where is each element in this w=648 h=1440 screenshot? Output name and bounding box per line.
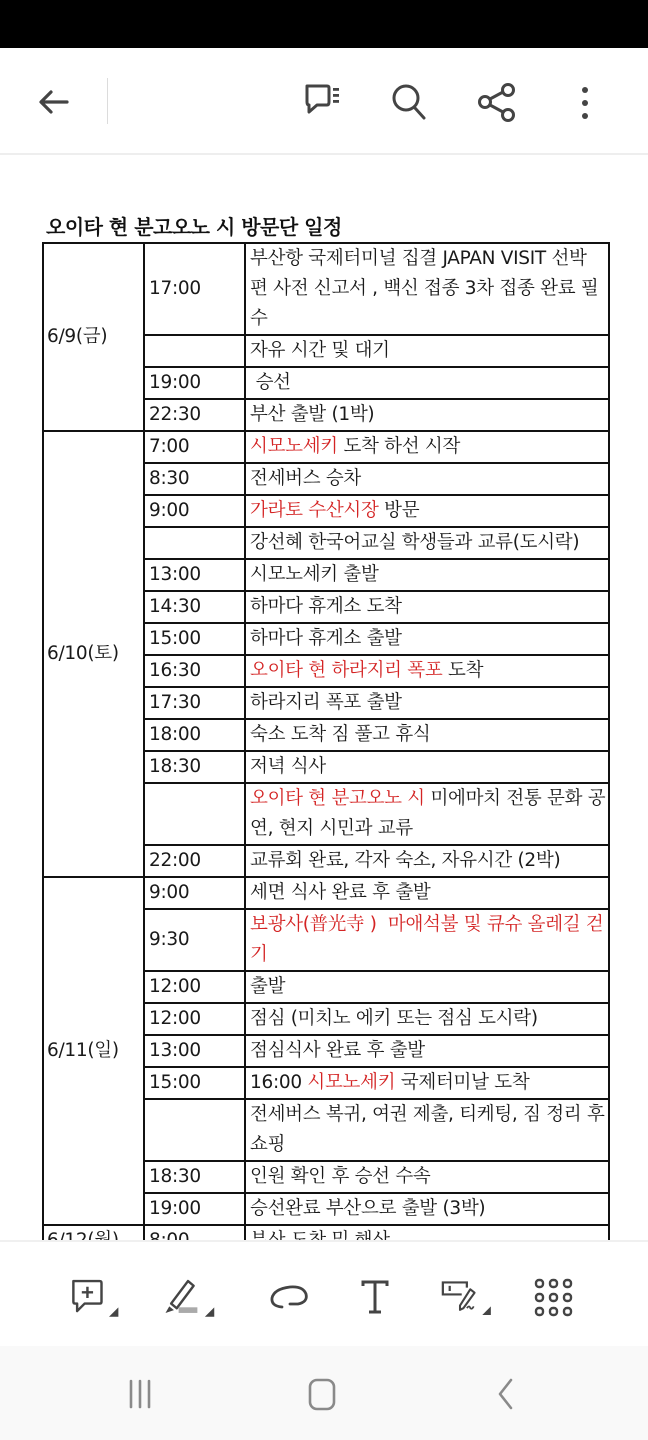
- description-cell: [245, 783, 609, 845]
- text-icon: [345, 1272, 405, 1322]
- signature-icon: [436, 1272, 496, 1322]
- comment-list-icon: [300, 78, 348, 126]
- description-text: 도착: [442, 660, 484, 681]
- highlighter-tool[interactable]: [158, 1272, 218, 1322]
- time-cell: 9:00: [144, 877, 245, 909]
- time-cell: 12:00: [144, 971, 245, 1003]
- grid-dots-icon: [529, 1272, 579, 1322]
- time-cell: 9:30: [144, 909, 245, 971]
- back-button[interactable]: [30, 78, 78, 126]
- date-cell: 6/10(토): [43, 431, 144, 877]
- time-cell: [144, 527, 245, 559]
- description-cell: [245, 1099, 609, 1161]
- description-text: 부산항 국제터미널 집결 JAPAN VISIT 선박 편 사전 신고서 , 백신 접종 3차 접종 완료 필수: [250, 248, 599, 329]
- description-cell: [245, 399, 609, 431]
- description-text: 도착 하선 시작: [337, 436, 461, 457]
- description-text: 교류회 완료, 각자 숙소, 자유시간 (2박): [250, 850, 561, 871]
- recent-apps-button[interactable]: [110, 1366, 170, 1422]
- highlighted-place-text: 시모노세키: [250, 436, 338, 457]
- document-title: 오이타 현 분고오노 시 방문단 일정: [46, 215, 342, 239]
- description-text: 세면 식사 완료 후 출발: [250, 882, 431, 903]
- description-text: 인원 확인 후 승선 수속: [250, 1166, 431, 1187]
- signature-tool[interactable]: [436, 1272, 496, 1322]
- time-cell: 14:30: [144, 591, 245, 623]
- lasso-draw-icon: [260, 1272, 320, 1322]
- description-cell: [245, 367, 609, 399]
- description-cell: [245, 1161, 609, 1193]
- description-text: 전세버스 복귀, 여권 제출, 티케팅, 짐 정리 후 쇼핑: [250, 1104, 611, 1155]
- description-text: 점심식사 완료 후 출발: [250, 1040, 425, 1061]
- text-tool[interactable]: [345, 1272, 405, 1322]
- draw-tool[interactable]: [260, 1272, 320, 1322]
- description-cell: [245, 1067, 609, 1099]
- description-text: 하라지리 폭포 출발: [250, 692, 402, 713]
- arrow-left-icon: [34, 82, 74, 122]
- system-back-button[interactable]: [474, 1366, 534, 1422]
- time-cell: [144, 783, 245, 845]
- all-tools-button[interactable]: [524, 1272, 584, 1322]
- description-cell: [245, 845, 609, 877]
- description-cell: [245, 623, 609, 655]
- top-app-bar: [0, 48, 648, 155]
- description-cell: [245, 559, 609, 591]
- description-cell: [245, 719, 609, 751]
- home-button[interactable]: [292, 1366, 352, 1422]
- time-cell: 15:00: [144, 623, 245, 655]
- description-cell: [245, 431, 609, 463]
- time-cell: 19:00: [144, 367, 245, 399]
- time-cell: 16:30: [144, 655, 245, 687]
- description-cell: [245, 463, 609, 495]
- description-cell: [245, 1035, 609, 1067]
- description-text: 하마다 휴게소 출발: [250, 628, 402, 649]
- time-cell: 12:00: [144, 1003, 245, 1035]
- time-cell: 17:30: [144, 687, 245, 719]
- description-cell: [245, 335, 609, 367]
- description-text: 자유 시간 및 대기: [250, 340, 390, 361]
- time-cell: 8:30: [144, 463, 245, 495]
- toolbar-divider: [107, 78, 108, 124]
- description-text: 강선혜 한국어교실 학생들과 교류(도시락): [250, 532, 580, 553]
- description-text: 출발: [250, 976, 286, 997]
- time-cell: 19:00: [144, 1193, 245, 1225]
- description-cell: [245, 751, 609, 783]
- search-icon: [386, 78, 434, 126]
- recents-icon: [120, 1374, 160, 1414]
- description-text: 전세버스 승차: [250, 468, 362, 489]
- home-icon: [302, 1374, 342, 1414]
- time-cell: 18:30: [144, 1161, 245, 1193]
- description-cell: [245, 971, 609, 1003]
- time-cell: 13:00: [144, 1035, 245, 1067]
- table-row: [43, 877, 609, 909]
- highlighted-place-text: 오이타 현 분고오노 시: [250, 788, 425, 809]
- description-cell: [245, 495, 609, 527]
- description-text: 하마다 휴게소 도착: [250, 596, 402, 617]
- description-text: 미에마치 전통 문화 공연, 현지 시민과 교류: [250, 788, 606, 839]
- system-navigation-bar: [0, 1346, 648, 1440]
- highlighted-place-text: 보광사(普光寺 ) 마애석불 및 큐슈 올레길 걷기: [250, 914, 604, 965]
- time-cell: 18:00: [144, 719, 245, 751]
- highlighter-icon: [158, 1272, 218, 1322]
- time-cell: 13:00: [144, 559, 245, 591]
- time-cell: 7:00: [144, 431, 245, 463]
- description-cell: [245, 687, 609, 719]
- description-cell: [245, 527, 609, 559]
- time-cell: 18:30: [144, 751, 245, 783]
- time-cell: 22:30: [144, 399, 245, 431]
- description-cell: [245, 1003, 609, 1035]
- description-text: 저녁 식사: [250, 756, 326, 777]
- description-text: 국제터미날 도착: [395, 1072, 530, 1093]
- description-text: 승선: [250, 372, 291, 393]
- description-text: 점심 (미치노 에키 또는 점심 도시락): [250, 1008, 538, 1029]
- time-cell: [144, 335, 245, 367]
- description-cell: [245, 877, 609, 909]
- time-cell: 9:00: [144, 495, 245, 527]
- description-text: 부산 출발 (1박): [250, 404, 375, 425]
- status-bar: [0, 0, 648, 48]
- time-cell: 22:00: [144, 845, 245, 877]
- search-button[interactable]: [384, 76, 436, 128]
- annotation-toolbar: [0, 1240, 648, 1346]
- more-vertical-icon: [575, 78, 595, 126]
- date-cell: 6/9(금): [43, 243, 144, 431]
- time-cell: 17:00: [144, 243, 245, 335]
- description-text: 16:00: [250, 1072, 308, 1093]
- description-text: 시모노세키 출발: [250, 564, 379, 585]
- description-text: 승선완료 부산으로 출발 (3박): [250, 1198, 486, 1219]
- description-cell: [245, 243, 609, 335]
- time-cell: [144, 1099, 245, 1161]
- table-row: [43, 243, 609, 335]
- comment-plus-icon: [64, 1272, 124, 1322]
- highlighted-place-text: 시모노세키: [307, 1072, 396, 1093]
- share-button[interactable]: [471, 76, 523, 128]
- description-cell: [245, 655, 609, 687]
- description-cell: [245, 591, 609, 623]
- time-cell: 15:00: [144, 1067, 245, 1099]
- highlighted-place-text: 오이타 현 하라지리 폭포: [250, 660, 443, 681]
- highlighted-place-text: 가라토 수산시장: [250, 500, 379, 521]
- comments-button[interactable]: [298, 76, 350, 128]
- description-text: 숙소 도착 짐 풀고 휴식: [250, 724, 431, 745]
- share-icon: [473, 78, 521, 126]
- more-options-button[interactable]: [560, 76, 610, 128]
- chevron-left-icon: [484, 1374, 524, 1414]
- schedule-table: [42, 242, 610, 1258]
- add-comment-tool[interactable]: [64, 1272, 124, 1322]
- description-text: 방문: [378, 500, 420, 521]
- date-cell: 6/11(일): [43, 877, 144, 1225]
- table-row: [43, 431, 609, 463]
- description-cell: [245, 1193, 609, 1225]
- description-cell: [245, 909, 609, 971]
